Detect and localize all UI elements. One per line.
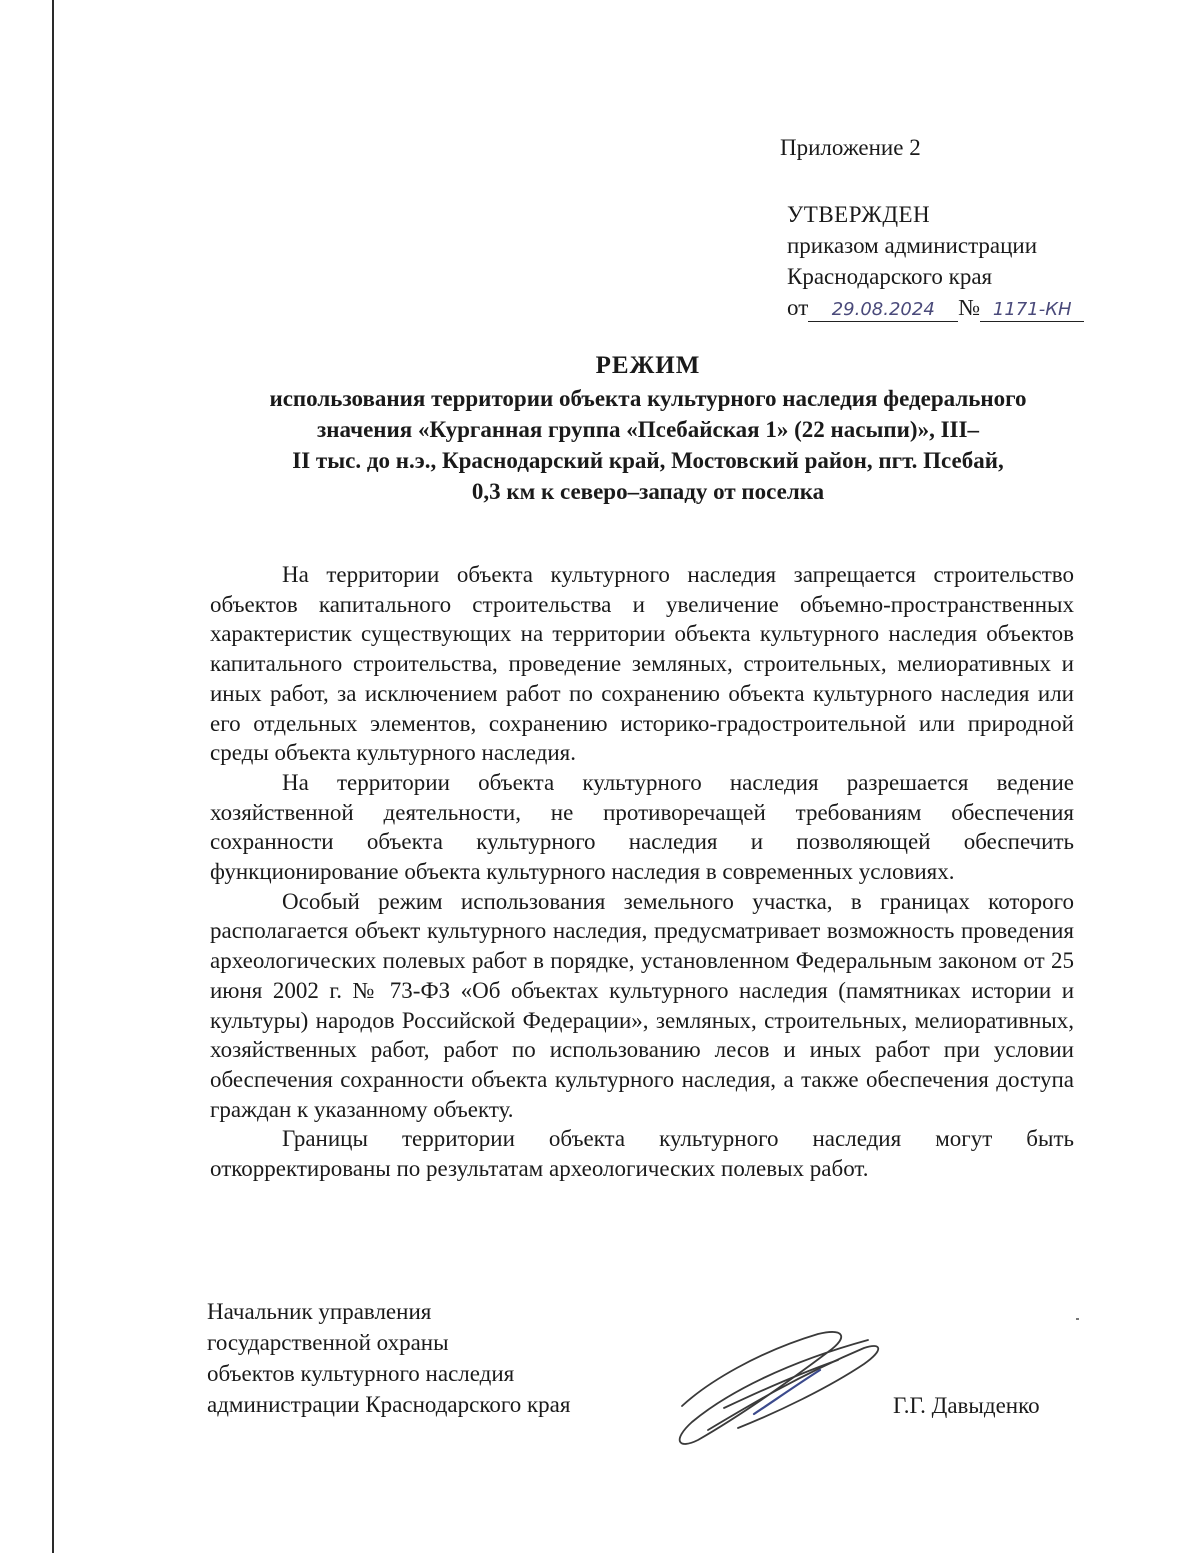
position-line: объектов культурного наследия	[207, 1361, 515, 1386]
handwritten-date: 29.08.2024	[808, 299, 958, 322]
body-paragraph: На территории объекта культурного наследия запрещается строительство объектов капитального строительства и увеличение объемно-пространственных характеристик существующих на территории объекта культурного наследия объектов капитального строительства, проведение земляных, строительных, мелиоративных и иных работ, за исключением работ по сохранению объекта культурного наследия или его отдельных элементов, сохранению историко-градостроительной или природной среды объекта культурного наследия.	[210, 562, 1074, 766]
number-prefix: №	[958, 295, 981, 320]
scan-speck	[1076, 1318, 1079, 1320]
approved-stamp	[787, 199, 1160, 323]
date-prefix: от	[787, 295, 809, 320]
title-line: II тыс. до н.э., Краснодарский край, Мостовский район, пгт. Псебай,	[292, 448, 1004, 473]
body-paragraph: Особый режим использования земельного участка, в границах которого располагается объект культурного наследия, предусматривает возможность проведения археологических полевых работ в порядке, установленном Федеральным законом от 25 июня 2002 г. № 73-ФЗ «Об объектах культурного наследия (памятниках истории и культуры) народов Российской Федерации», земляных, строительных, мелиоративных, хозяйственных работ, работ по использованию лесов и иных работ при условии обеспечения сохранности объекта культурного наследия, а также обеспечения доступа граждан к указанному объекту.	[210, 888, 1074, 1122]
handwritten-number: 1171-КН	[980, 299, 1084, 322]
page-left-edge	[52, 0, 54, 1553]
body-paragraph: Границы территории объекта культурного наследия могут быть откорректированы по результатам археологических полевых работ.	[210, 1126, 1074, 1182]
position-line: Начальник управления	[207, 1299, 432, 1324]
approval-block	[780, 132, 1160, 323]
position-line: государственной охраны	[207, 1330, 449, 1355]
document-title	[208, 350, 1088, 507]
title-line: 0,3 км к северо–западу от поселка	[471, 479, 825, 504]
order-line-1: приказом администрации	[787, 233, 1038, 258]
title-line: использования территории объекта культурного наследия федерального	[269, 386, 1027, 411]
position-line: администрации Краснодарского края	[207, 1392, 571, 1417]
title-line: значения «Курганная группа «Псебайская 1» (22 насыпи)», III–	[317, 417, 979, 442]
body-paragraph: На территории объекта культурного наследия разрешается ведение хозяйственной деятельности, не противоречащей требованиям обеспечения сохранности объекта культурного наследия и позволяющей обеспечить функционирование объекта культурного наследия в современных условиях.	[210, 769, 1074, 885]
signer-name: Г.Г. Давыденко	[893, 1393, 1040, 1418]
order-date-number-line	[787, 292, 1160, 323]
approved-title: УТВЕРЖДЕН	[787, 202, 931, 227]
appendix-label: Приложение 2	[780, 135, 921, 160]
order-line-2: Краснодарского края	[787, 264, 993, 289]
title-main: РЕЖИМ	[595, 352, 701, 379]
handwritten-signature	[668, 1322, 898, 1450]
document-body	[210, 560, 1074, 1184]
signatory-position	[207, 1296, 570, 1420]
